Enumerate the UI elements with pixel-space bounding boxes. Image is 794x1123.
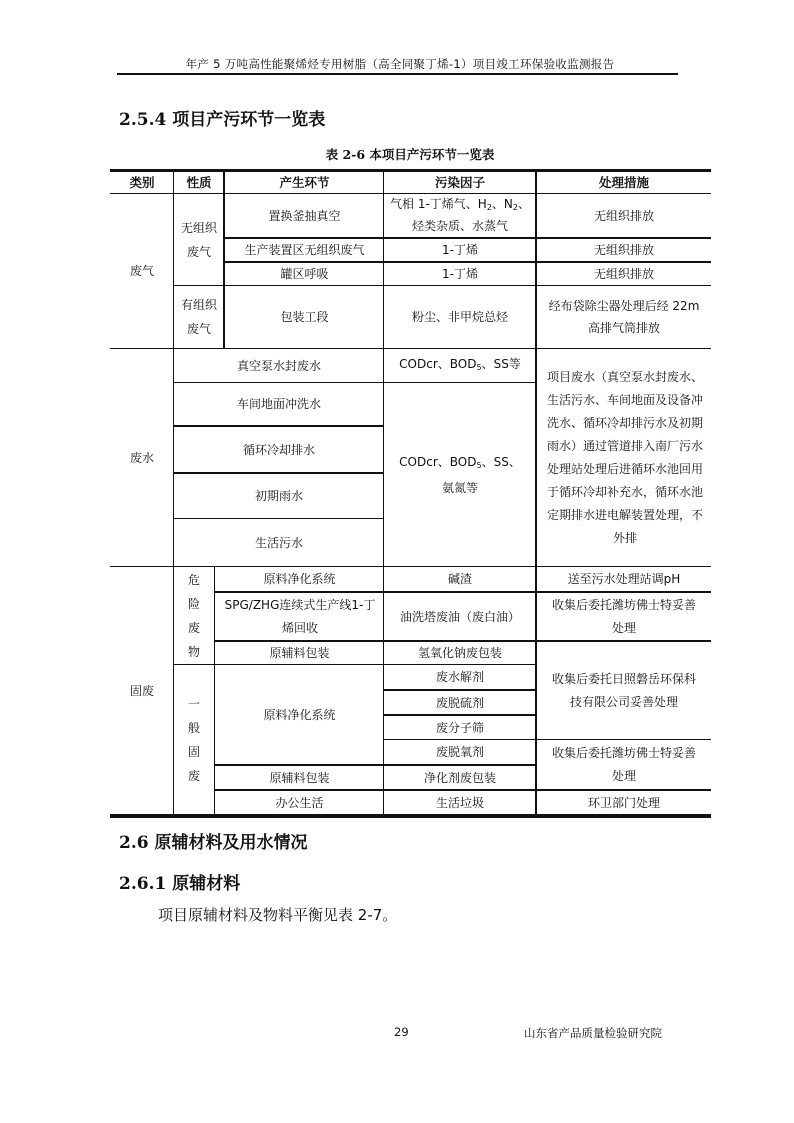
running-header-title: 年产 5 万吨高性能聚烯烃专用树脂（高全同聚丁烯-1）项目竣工环保验收监测报告 xyxy=(185,57,615,71)
char: 险 xyxy=(187,596,200,611)
col-header-category: 类别 xyxy=(129,174,155,190)
source-cell: 置换釜抽真空 xyxy=(268,208,341,223)
source-cell: 原辅料包装 xyxy=(269,646,330,660)
source-cell: 生产装置区无组织废气 xyxy=(244,243,365,257)
char: 固 xyxy=(187,745,200,759)
source-cell: 循环冷却排水 xyxy=(242,442,315,457)
factor-cell: 油洗塔废油（废白油） xyxy=(399,609,520,624)
measure-cell: 送至污水处理站调pH xyxy=(567,572,681,586)
measure-cell: 收集后委托潍坊佛士特妥善处理 xyxy=(551,597,696,635)
category-waste-water: 废水 xyxy=(129,450,154,465)
footer-organization: 山东省产品质量检验研究院 xyxy=(524,1026,662,1040)
measure-cell: 无组织排放 xyxy=(593,267,654,281)
nature-hazardous xyxy=(174,567,214,664)
source-cell: 原料净化系统 xyxy=(263,707,336,722)
factor-text: CODcr、$BOD_5$、SS、氨氮等 xyxy=(399,454,521,495)
section-heading-2-6-1: 2.6.1 原辅材料 xyxy=(119,874,241,894)
measure-cell: 无组织排放 xyxy=(593,243,654,257)
page-number: 29 xyxy=(394,1025,409,1039)
factor-cell: 碱渣 xyxy=(447,572,472,586)
factor-cell: 废分子筛 xyxy=(435,720,484,735)
factor-cell xyxy=(384,349,536,382)
measure-cell: 收集后委托日照磐岳环保科技有限公司妥善处理 xyxy=(551,671,696,709)
category-waste-gas: 废气 xyxy=(129,264,154,278)
col-header-treatment: 处理措施 xyxy=(598,174,649,190)
char: 物 xyxy=(187,644,200,659)
source-cell: 真空泵水封废水 xyxy=(236,358,321,373)
source-cell: 初期雨水 xyxy=(254,489,303,503)
nature-unorganized: 无组织废气 xyxy=(181,220,218,259)
factor-cell: 粉尘、非甲烷总烃 xyxy=(411,310,508,324)
source-cell: 车间地面冲洗水 xyxy=(236,397,321,411)
nature-general xyxy=(174,690,214,790)
factor-cell: 废脱硫剂 xyxy=(435,695,484,710)
source-cell: 包装工段 xyxy=(280,310,329,324)
source-cell: 生活污水 xyxy=(254,535,303,550)
char: 废 xyxy=(187,620,200,635)
factor-cell: 废水解剂 xyxy=(435,670,484,684)
source-cell: 原辅料包装 xyxy=(269,770,330,785)
source-cell: SPG/ZHG连续式生产线1-丁烯回收 xyxy=(224,597,376,635)
factor-cell xyxy=(392,383,528,566)
col-header-pollutant: 污染因子 xyxy=(434,174,485,190)
source-cell: 原料净化系统 xyxy=(263,572,336,586)
factor-cell: 1-丁烯 xyxy=(442,243,478,257)
factor-cell xyxy=(384,194,536,237)
factor-cell: 氢氧化钠废包装 xyxy=(417,646,502,660)
section-heading-2-5-4: 2.5.4 项目产污环节一览表 xyxy=(119,110,326,130)
factor-cell: 1-丁烯 xyxy=(442,267,478,281)
source-cell: 罐区呼吸 xyxy=(280,267,329,281)
measure-cell: 项目废水（真空泵水封废水、生活污水、车间地面及设备冲洗水、循环冷却排污水及初期雨水）通过管道排入南厂污水处理站处理后进循环水池回用于循环冷却补充水，循环水池定期排水进电解装置处理，不外排 xyxy=(547,369,704,545)
header-rule xyxy=(117,73,678,75)
measure-cell: 收集后委托潍坊佛士特妥善处理 xyxy=(551,745,696,783)
measure-cell: 环卫部门处理 xyxy=(587,795,660,810)
source-cell: 办公生活 xyxy=(275,795,324,810)
char: 危 xyxy=(187,572,200,587)
col-header-source: 产生环节 xyxy=(279,174,330,190)
char: 废 xyxy=(187,769,200,783)
category-solid-waste: 固废 xyxy=(129,684,154,698)
nature-organized: 有组织废气 xyxy=(181,298,218,336)
char: 一 xyxy=(187,697,200,711)
factor-cell: 生活垃圾 xyxy=(435,795,484,810)
measure-cell: 经布袋除尘器处理后经 22m 高排气筒排放 xyxy=(548,299,700,335)
section-heading-2-6: 2.6 原辅材料及用水情况 xyxy=(119,833,308,853)
measure-cell: 无组织排放 xyxy=(593,208,654,223)
factor-text: CODcr、$BOD_5$、SS等 xyxy=(399,356,521,372)
body-paragraph: 项目原辅材料及物料平衡见表 2-7。 xyxy=(158,906,398,924)
col-header-nature: 性质 xyxy=(186,174,212,190)
factor-text: 气相 1-丁烯气、$H_2$、$N_2$、烃类杂质、水蒸气 xyxy=(390,197,530,233)
table-caption: 表 2-6 本项目产污环节一览表 xyxy=(325,147,495,162)
factor-cell: 净化剂废包装 xyxy=(423,770,496,785)
table-bottom-border xyxy=(110,814,711,818)
factor-cell: 废脱氧剂 xyxy=(435,745,484,759)
char: 般 xyxy=(187,721,200,735)
